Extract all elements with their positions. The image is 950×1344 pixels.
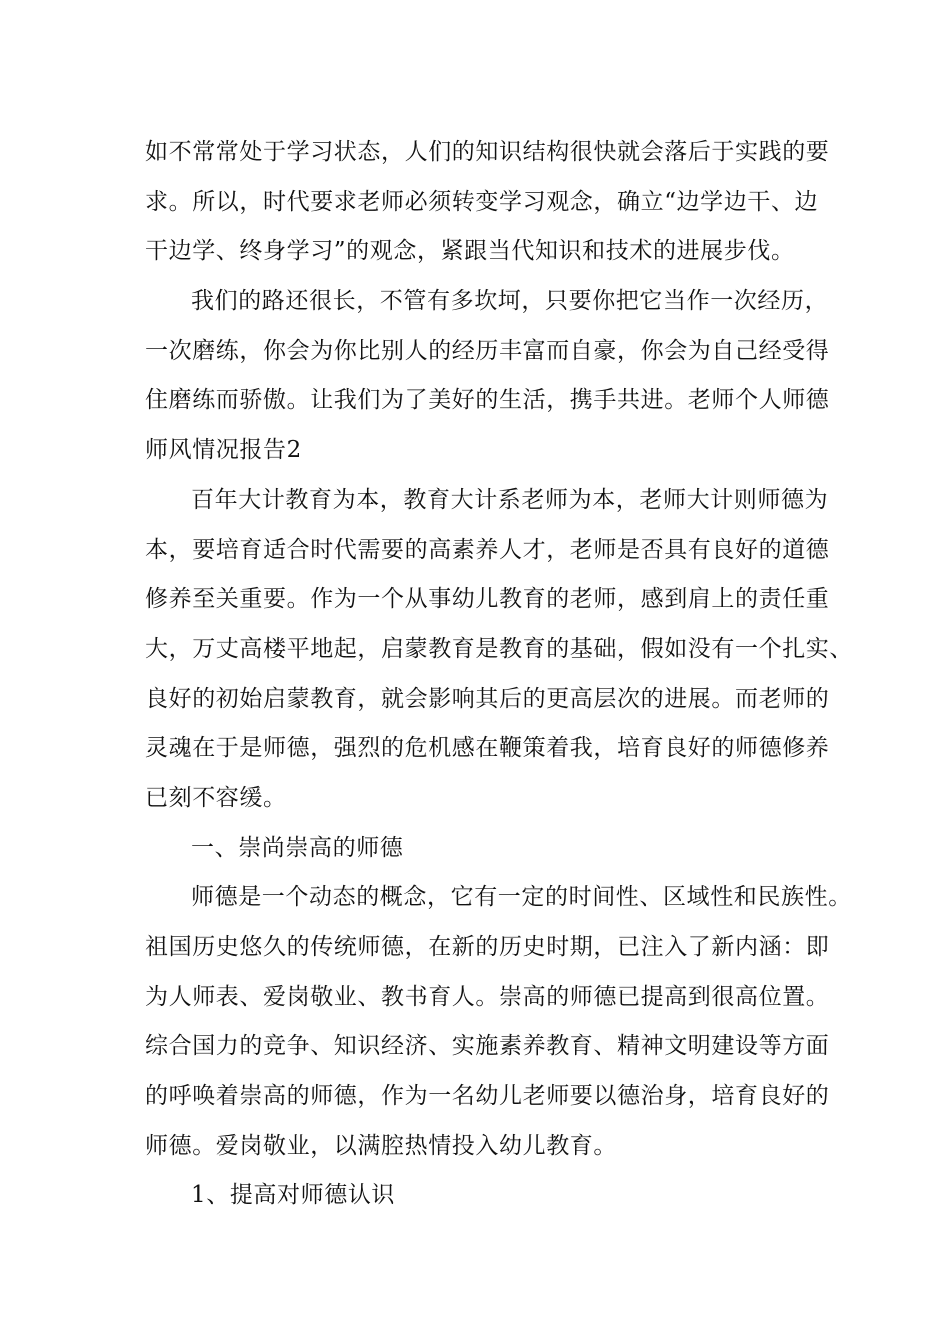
report-title-line: 师风情况报告2 — [145, 437, 302, 464]
section-heading: 一、崇尚崇高的师德 — [191, 834, 404, 861]
text-line: 综合国力的竞争、知识经济、实施素养教育、精神文明建设等方面 — [145, 1033, 830, 1060]
text-line: 师德是一个动态的概念，它有一定的时间性、区域性和民族性。 — [191, 884, 852, 911]
text-line: 修养至关重要。作为一个从事幼儿教育的老师，感到肩上的责任重 — [145, 586, 830, 613]
text-line: 如不常常处于学习状态，人们的知识结构很快就会落后于实践的要 — [145, 139, 830, 165]
text-line: 本，要培育适合时代需要的高素养人才，老师是否具有良好的道德 — [145, 536, 830, 563]
text-line: 良好的初始启蒙教育，就会影响其后的更高层次的进展。而老师的 — [145, 685, 830, 712]
text-line: 大，万丈高楼平地起，启蒙教育是教育的基础，假如没有一个扎实、 — [145, 635, 853, 662]
text-line: 已刻不容缓。 — [145, 784, 287, 811]
text-line: 干边学、终身学习”的观念，紧跟当代知识和技术的进展步伐。 — [145, 238, 795, 265]
text-line: 祖国历史悠久的传统师德，在新的历史时期，已注入了新内涵：即 — [145, 934, 830, 960]
text-line: 求。所以，时代要求老师必须转变学习观念，确立“边学边干、边 — [145, 188, 819, 215]
text-line: 的呼唤着崇高的师德，作为一名幼儿老师要以德治身，培育良好的 — [145, 1083, 830, 1110]
text-line: 灵魂在于是师德，强烈的危机感在鞭策着我，培育良好的师德修养 — [145, 735, 830, 762]
document-body — [145, 128, 853, 1221]
text-line: 百年大计教育为本，教育大计系老师为本，老师大计则师德为 — [191, 486, 829, 513]
text-line: 师德。爱岗敬业，以满腔热情投入幼儿教育。 — [145, 1132, 617, 1159]
subsection-heading: 1、提高对师德认识 — [191, 1182, 396, 1209]
text-line: 我们的路还很长，不管有多坎坷，只要你把它当作一次经历， — [191, 288, 829, 315]
text-line: 一次磨练，你会为你比别人的经历丰富而自豪，你会为自己经受得 — [145, 337, 830, 364]
text-line: 住磨练而骄傲。让我们为了美好的生活，携手共进。老师个人师德 — [145, 387, 830, 414]
text-line: 为人师表、爱岗敬业、教书育人。崇高的师德已提高到很高位置。 — [145, 983, 830, 1010]
